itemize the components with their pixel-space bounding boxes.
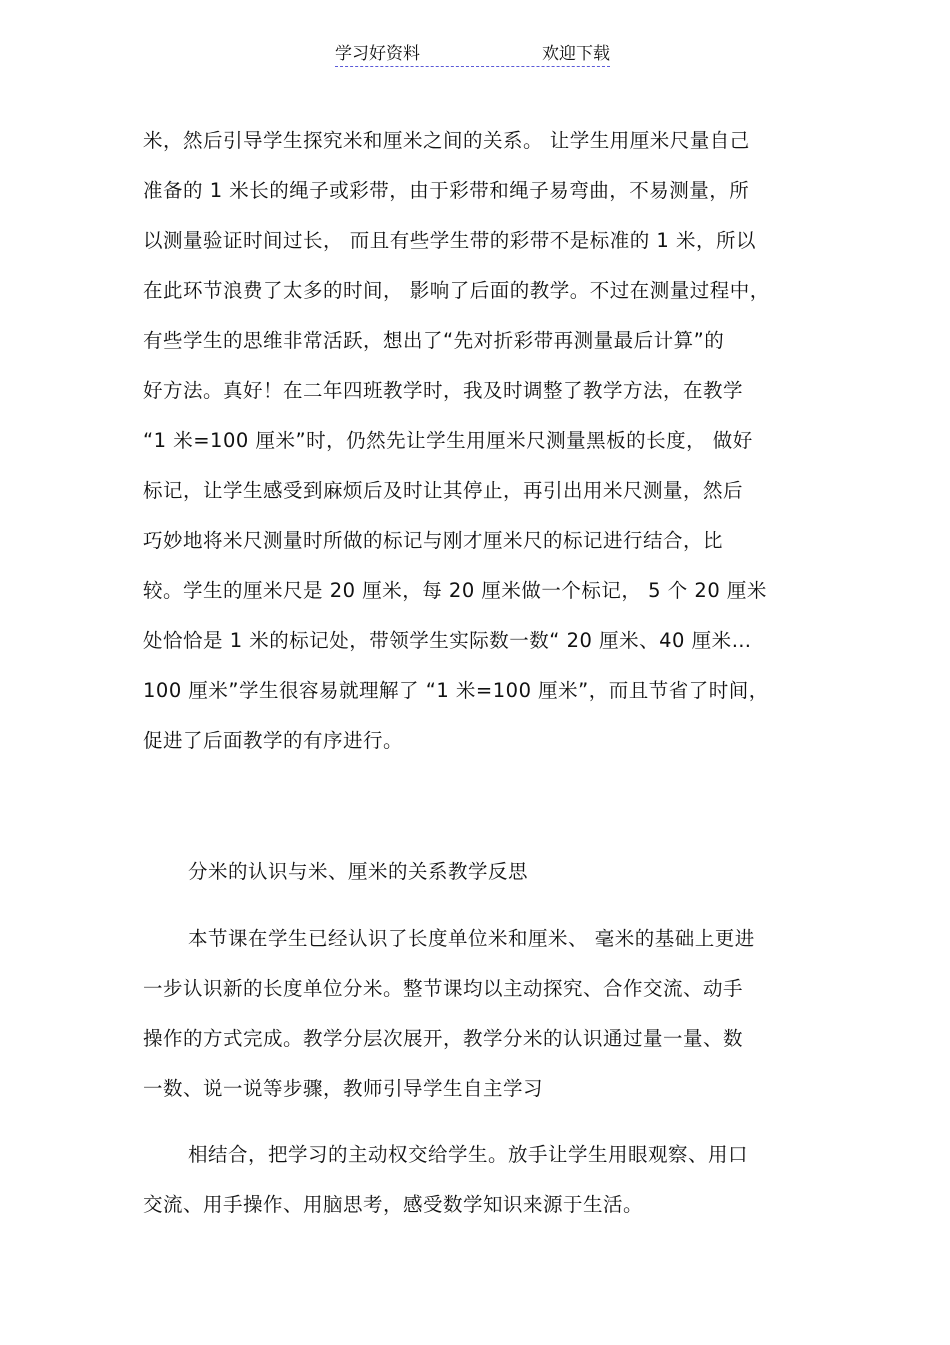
paragraph-line: 巧妙地将米尺测量时所做的标记与刚才厘米尺的标记进行结合，比 (143, 529, 724, 552)
header-right-text: 欢迎下载 (542, 44, 610, 64)
paragraph-line: 准备的 1 米长的绳子或彩带，由于彩带和绳子易弯曲，不易测量，所 (143, 179, 750, 202)
paragraph-line: “1 米=100 厘米”时，仍然先让学生用厘米尺测量黑板的长度， 做好 (143, 429, 753, 452)
paragraph-line: 标记，让学生感受到麻烦后及时让其停止，再引出用米尺测量，然后 (143, 479, 744, 502)
paragraph-line: 一步认识新的长度单位分米。整节课均以主动探究、合作交流、动手 (143, 977, 744, 1000)
paragraph-line: 以测量验证时间过长， 而且有些学生带的彩带不是标准的 1 米，所以 (143, 229, 757, 252)
paragraph-line: 100 厘米”学生很容易就理解了 “1 米=100 厘米”，而且节省了时间， (143, 679, 769, 702)
paragraph-line: 有些学生的思维非常活跃，想出了“先对折彩带再测量最后计算”的 (143, 329, 725, 352)
paragraph-line: 交流、用手操作、用脑思考，感受数学知识来源于生活。 (143, 1193, 644, 1216)
paragraph-line: 一数、说一说等步骤，教师引导学生自主学习 (143, 1077, 544, 1100)
paragraph-line: 促进了后面教学的有序进行。 (143, 729, 404, 752)
paragraph-line: 相结合，把学习的主动权交给学生。放手让学生用眼观察、用口 (188, 1143, 749, 1166)
page-header (335, 42, 610, 67)
paragraph-line: 米，然后引导学生探究米和厘米之间的关系。 让学生用厘米尺量自己 (143, 129, 750, 152)
paragraph-line: 本节课在学生已经认识了长度单位米和厘米、 毫米的基础上更进 (188, 927, 755, 950)
paragraph-line: 在此环节浪费了太多的时间， 影响了后面的教学。不过在测量过程中， (143, 279, 770, 302)
paragraph-line: 处恰恰是 1 米的标记处，带领学生实际数一数“ 20 厘米、40 厘米… (143, 629, 752, 652)
paragraph-line: 好方法。真好！在二年四班教学时，我及时调整了教学方法，在教学 (143, 379, 744, 402)
paragraph-line: 操作的方式完成。教学分层次展开，教学分米的认识通过量一量、数 (143, 1027, 744, 1050)
paragraph-line: 较。学生的厘米尺是 20 厘米，每 20 厘米做一个标记， 5 个 20 厘米 (143, 579, 767, 602)
header-left-text: 学习好资料 (335, 44, 420, 64)
section-title: 分米的认识与米、厘米的关系教学反思 (188, 860, 529, 883)
